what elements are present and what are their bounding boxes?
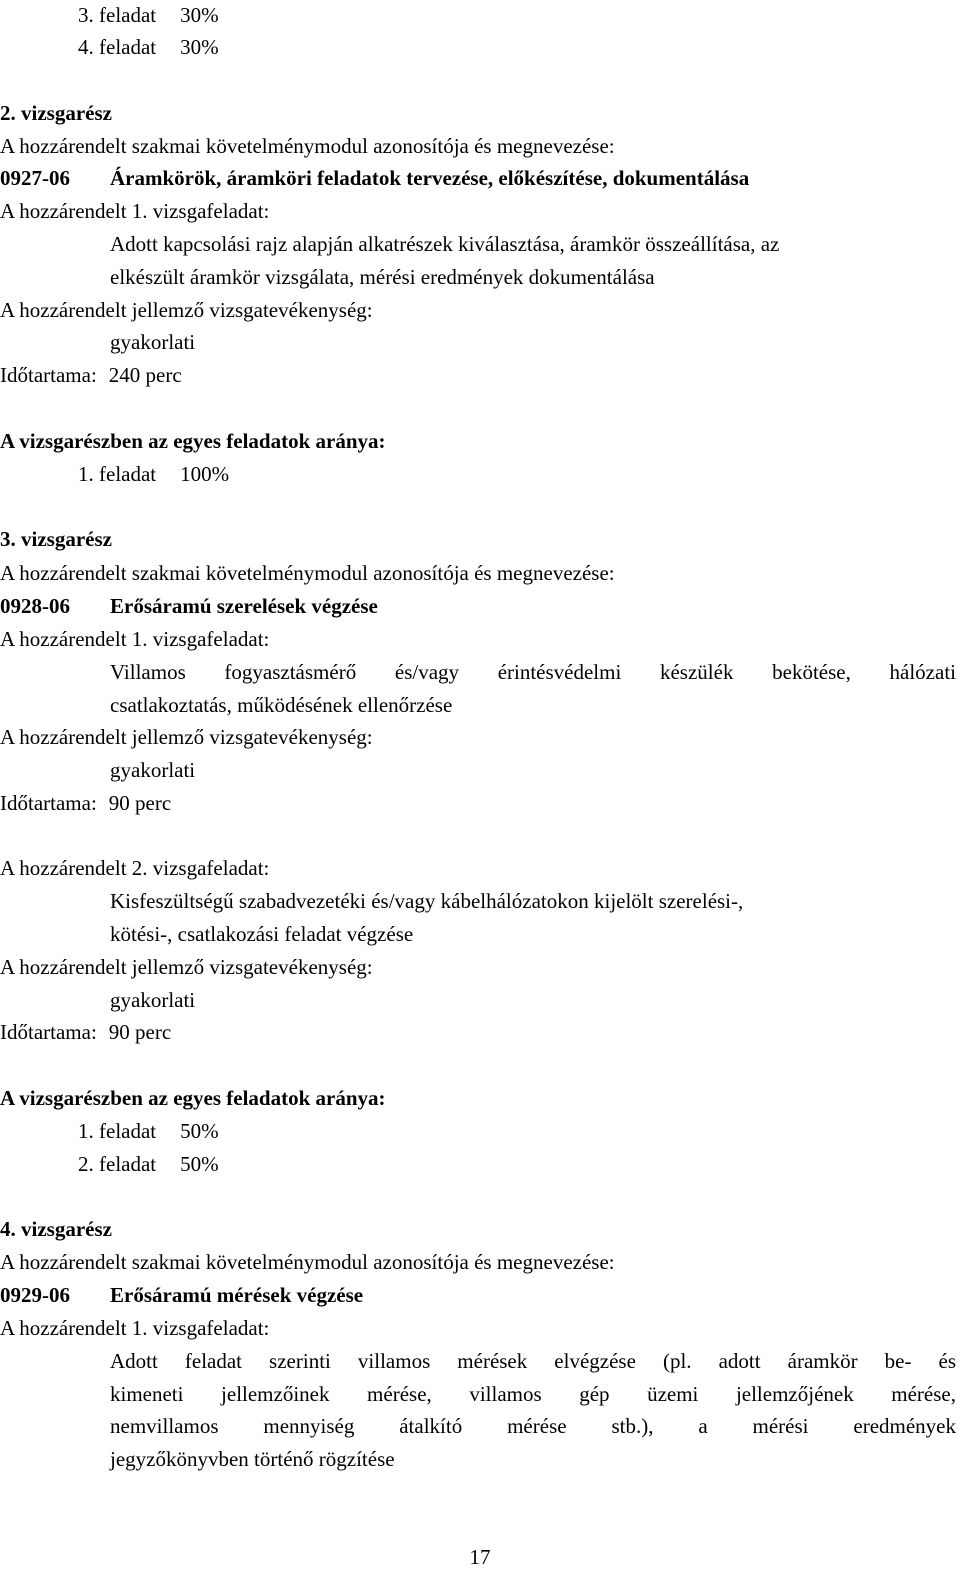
module-code: 0927-06	[0, 166, 70, 190]
ratio-percent: 50%	[180, 1152, 219, 1176]
part3-activity1-value: gyakorlati	[110, 758, 196, 782]
part3-ratio-heading: A vizsgarészben az egyes feladatok aránya:	[0, 1086, 386, 1110]
part3-module-title	[0, 594, 378, 618]
part4-task1-line3: nemvillamos mennyiség átalkító mérése stb.), a mérési eredmények	[110, 1414, 956, 1438]
module-name: Áramkörök, áramköri feladatok tervezése, előkészítése, dokumentálása	[110, 166, 750, 190]
module-name: Erősáramú szerelések végzése	[110, 594, 378, 618]
part3-task1-line2: csatlakoztatás, működésének ellenőrzése	[110, 693, 453, 717]
part3-task2-line2: kötési-, csatlakozási feladat végzése	[110, 922, 414, 946]
ratio-percent: 50%	[180, 1119, 219, 1143]
part2-task1-line2: elkészült áramkör vizsgálata, mérési eredmények dokumentálása	[110, 265, 655, 289]
duration-label: Időtartama:	[0, 1020, 97, 1044]
part2-module-title	[0, 166, 749, 190]
ratio-label: 1. feladat	[78, 1119, 157, 1143]
ratio-label: 4. feladat	[78, 35, 157, 59]
part3-ratio-task2	[78, 1152, 219, 1176]
part4-module-title	[0, 1283, 363, 1307]
part2-task1-line1: Adott kapcsolási rajz alapján alkatrészek kiválasztása, áramkör összeállítása, az	[110, 232, 780, 256]
part3-activity2-value: gyakorlati	[110, 988, 196, 1012]
part4-task1-line2: kimeneti jellemzőinek mérése, villamos gép üzemi jellemzőjének mérése,	[110, 1382, 956, 1406]
duration-value: 240 perc	[108, 363, 182, 387]
module-code: 0928-06	[0, 594, 70, 618]
top-task4-ratio	[78, 35, 219, 59]
ratio-percent: 30%	[180, 3, 219, 27]
top-task3-ratio	[78, 3, 219, 27]
part2-activity-value: gyakorlati	[110, 330, 196, 354]
ratio-label: 2. feladat	[78, 1152, 157, 1176]
part4-module-label: A hozzárendelt szakmai követelménymodul azonosítója és megnevezése:	[0, 1250, 615, 1274]
part3-heading: 3. vizsgarész	[0, 527, 112, 551]
module-code: 0929-06	[0, 1283, 70, 1307]
part4-task1-label: A hozzárendelt 1. vizsgafeladat:	[0, 1316, 270, 1340]
part4-heading: 4. vizsgarész	[0, 1217, 112, 1241]
ratio-label: 1. feladat	[78, 462, 157, 486]
duration-value: 90 perc	[108, 1020, 172, 1044]
part4-task1-line1: Adott feladat szerinti villamos mérések elvégzése (pl. adott áramkör be- és	[110, 1349, 956, 1373]
part2-duration	[0, 363, 182, 387]
part2-heading: 2. vizsgarész	[0, 101, 112, 125]
part3-task2-label: A hozzárendelt 2. vizsgafeladat:	[0, 856, 270, 880]
part3-activity1-label: A hozzárendelt jellemző vizsgatevékenység:	[0, 725, 373, 749]
part2-module-label: A hozzárendelt szakmai követelménymodul azonosítója és megnevezése:	[0, 134, 615, 158]
part3-task1-label: A hozzárendelt 1. vizsgafeladat:	[0, 627, 270, 651]
part3-duration2	[0, 1020, 171, 1044]
part3-module-label: A hozzárendelt szakmai követelménymodul azonosítója és megnevezése:	[0, 561, 615, 585]
page-number: 17	[469, 1545, 491, 1569]
duration-label: Időtartama:	[0, 791, 97, 815]
part3-activity2-label: A hozzárendelt jellemző vizsgatevékenység:	[0, 955, 373, 979]
part3-task2-line1: Kisfeszültségű szabadvezetéki és/vagy kábelhálózatokon kijelölt szerelési-,	[110, 889, 744, 913]
duration-label: Időtartama:	[0, 363, 97, 387]
module-name: Erősáramú mérések végzése	[110, 1283, 364, 1307]
part4-task1-line4: jegyzőkönyvben történő rögzítése	[110, 1447, 395, 1471]
part3-task1-line1: Villamos fogyasztásmérő és/vagy érintésvédelmi készülék bekötése, hálózati	[110, 660, 956, 684]
part2-ratio-task1	[78, 462, 229, 486]
part3-ratio-task1	[78, 1119, 219, 1143]
duration-value: 90 perc	[108, 791, 172, 815]
part2-task1-label: A hozzárendelt 1. vizsgafeladat:	[0, 199, 270, 223]
part2-ratio-heading: A vizsgarészben az egyes feladatok aránya:	[0, 429, 386, 453]
ratio-percent: 30%	[180, 35, 219, 59]
part3-duration1	[0, 791, 171, 815]
part2-activity-label: A hozzárendelt jellemző vizsgatevékenység:	[0, 298, 373, 322]
ratio-label: 3. feladat	[78, 3, 157, 27]
ratio-percent: 100%	[180, 462, 230, 486]
